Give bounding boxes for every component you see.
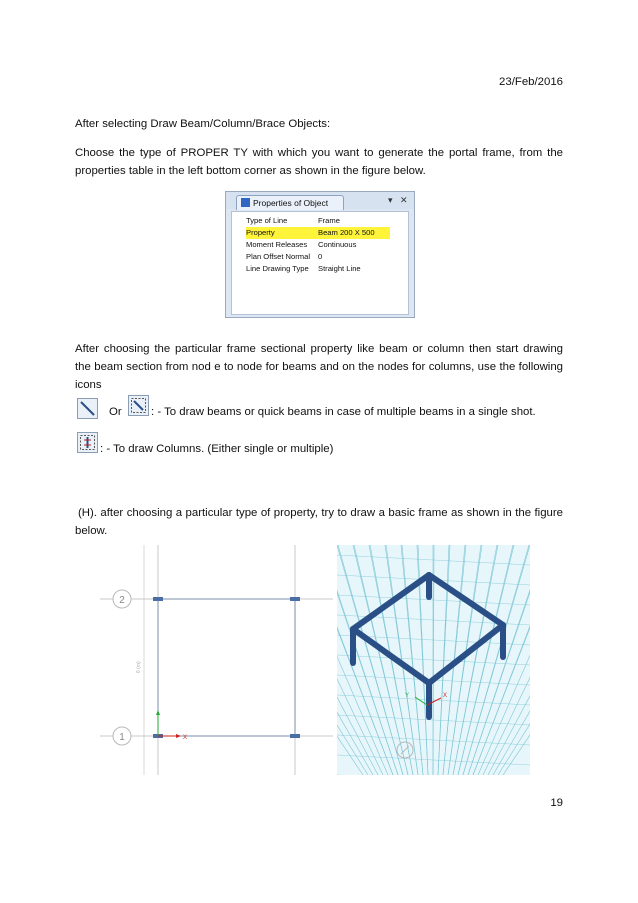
property-key: Plan Offset Normal — [246, 252, 311, 261]
grid-line — [448, 545, 481, 775]
property-row-plan-offset[interactable] — [232, 251, 408, 263]
column-icon-description: : - To draw Columns. (Either single or multiple) — [100, 443, 334, 455]
draw-beam-icon[interactable] — [77, 398, 98, 419]
grid-line — [458, 545, 513, 775]
property-value: Straight Line — [318, 264, 361, 273]
grid-line — [337, 545, 398, 775]
y-axis-arrowhead — [156, 710, 160, 715]
paragraph-drawing-line2: the beam section from nod e to node for beams and on the nodes for columns, use the following — [75, 361, 563, 373]
3d-frame — [353, 575, 503, 717]
property-value: Continuous — [318, 240, 357, 249]
plan-view-figure — [100, 545, 333, 775]
quick-draw-beam-icon[interactable] — [128, 395, 149, 416]
panel-header — [226, 192, 414, 209]
beam-member — [429, 575, 503, 625]
paragraph-intro: After selecting Draw Beam/Column/Brace Objects: — [75, 118, 331, 130]
paragraph-choose-line1: Choose the type of PROPER TY with which you want to generate the portal frame, from the — [75, 147, 563, 159]
grid-line — [337, 545, 393, 775]
or-label: Or — [109, 406, 122, 418]
panel-title: Properties of Object — [253, 198, 329, 208]
grid-line — [337, 755, 530, 765]
node-marker — [290, 597, 300, 601]
property-value: 0 — [318, 252, 323, 261]
grid-line — [488, 545, 530, 775]
paragraph-basic-frame-line1: (H). after choosing a particular type of property, try to draw a basic frame as shown in the figure — [78, 507, 563, 519]
3d-view-figure — [337, 545, 530, 775]
property-row-line-drawing-type[interactable] — [232, 263, 408, 275]
3d-y-axis-label: Y — [405, 693, 410, 699]
grid-line — [337, 545, 393, 775]
node-marker — [290, 734, 300, 738]
page-number: 19 — [550, 797, 563, 809]
paragraph-choose-line2: properties table in the left bottom corner as shown in the figure below. — [75, 165, 426, 177]
grid-line — [463, 545, 529, 775]
property-row-type-of-line[interactable] — [232, 215, 408, 227]
property-value: Beam 200 X 500 — [318, 228, 375, 237]
grid-line — [498, 545, 530, 775]
property-key: Moment Releases — [246, 240, 308, 249]
dimension-label: 6 (m) — [136, 661, 142, 673]
beam-icon-description: : - To draw beams or quick beams in case of multiple beams in a single shot. — [151, 406, 536, 418]
paragraph-basic-frame-line2: below. — [75, 525, 108, 537]
x-axis-arrowhead — [176, 734, 181, 738]
property-key: Type of Line — [246, 216, 288, 225]
grid-label-1: 1 — [119, 732, 125, 743]
property-key: Property — [246, 228, 275, 237]
draw-column-icon[interactable] — [77, 432, 98, 453]
grid-line — [493, 545, 530, 775]
grid-line — [468, 545, 530, 775]
property-value: Frame — [318, 216, 340, 225]
x-axis-label: X — [183, 735, 188, 741]
frame-outline — [158, 599, 295, 736]
property-key: Line Drawing Type — [246, 264, 309, 273]
properties-table — [231, 211, 409, 315]
paragraph-drawing-line1: After choosing the particular frame sectional property like beam or column then start drawing — [75, 343, 563, 355]
3d-x-axis-label: X — [443, 693, 448, 699]
grid-line — [337, 555, 530, 565]
close-icon[interactable]: ✕ — [400, 195, 408, 205]
grid-line — [473, 545, 530, 775]
node-marker — [153, 597, 163, 601]
grid-line — [337, 545, 378, 775]
paragraph-drawing-line3: icons — [75, 379, 102, 391]
grid-line — [468, 545, 530, 775]
grid-label-2: 2 — [119, 595, 125, 606]
properties-of-object-panel — [225, 191, 415, 318]
dropdown-arrow-icon[interactable]: ▾ — [388, 195, 393, 205]
panel-tab[interactable] — [236, 195, 344, 210]
properties-icon — [241, 198, 250, 207]
grid-line — [473, 545, 530, 775]
page-date: 23/Feb/2016 — [499, 76, 563, 88]
property-row-property[interactable] — [246, 227, 390, 239]
grid-line — [337, 545, 398, 775]
property-row-moment-releases[interactable] — [232, 239, 408, 251]
